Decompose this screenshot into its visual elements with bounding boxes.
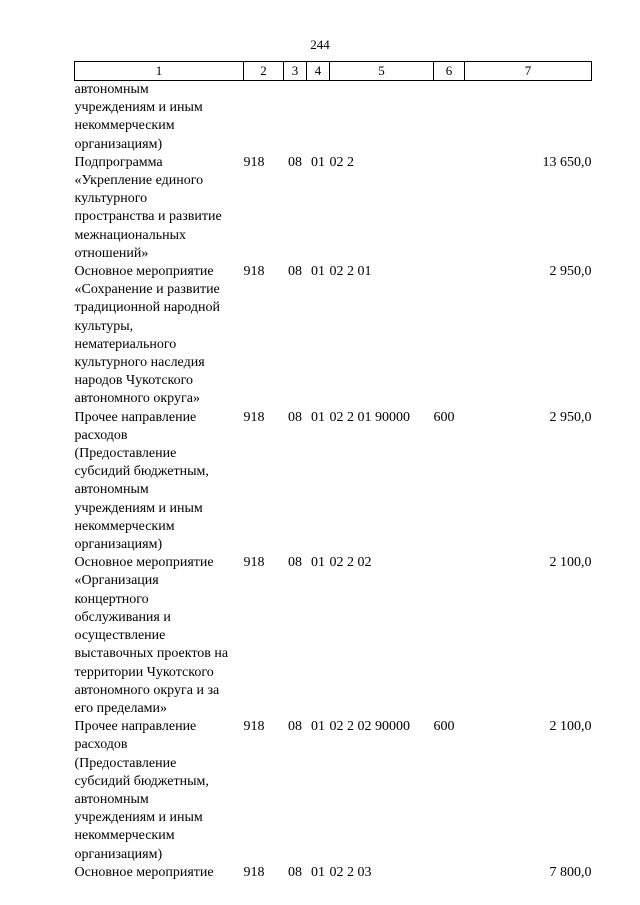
- row-name-cell: [75, 409, 244, 555]
- target-article-code: 02 2 03: [329, 864, 372, 880]
- amount: 7 800,0: [549, 864, 592, 880]
- column-header-2: 2: [244, 62, 284, 81]
- admin-code: 918: [243, 409, 265, 425]
- column-header-3: 3: [284, 62, 307, 81]
- admin-code: 918: [243, 154, 265, 170]
- admin-code: 918: [243, 264, 265, 280]
- admin-code: 918: [243, 719, 265, 735]
- admin-code: 918: [243, 864, 265, 880]
- section-code: [284, 81, 307, 154]
- section-code: 08: [288, 719, 302, 735]
- amount: 2 100,0: [549, 719, 592, 735]
- column-header-7: 7: [465, 62, 592, 81]
- row-name-cell: [75, 718, 244, 864]
- expense-type-code: 600: [433, 409, 455, 425]
- target-article-code: 02 2 01: [329, 264, 372, 280]
- table-header: [75, 62, 592, 81]
- section-code: 08: [288, 264, 302, 280]
- admin-code: 918: [243, 555, 265, 571]
- table-row: [75, 554, 592, 718]
- target-article-code: [330, 81, 434, 154]
- section-code: 08: [288, 154, 302, 170]
- table-row: [75, 864, 592, 882]
- expense-type-code: [434, 554, 465, 718]
- table-row: [75, 409, 592, 555]
- header-row: [75, 62, 592, 81]
- table-row: [75, 718, 592, 864]
- row-name-cell: [75, 864, 244, 882]
- row-name: автономным учреждениям и иным некоммерческим организациям): [74, 82, 203, 152]
- section-code: 08: [288, 409, 302, 425]
- target-article-code: 02 2 01 90000: [329, 409, 410, 425]
- subsection-code: 01: [311, 555, 325, 571]
- expense-type-code: 600: [433, 719, 455, 735]
- column-header-5: 5: [330, 62, 434, 81]
- table-body: [75, 81, 592, 882]
- section-code: 08: [288, 864, 302, 880]
- expense-type-code: [434, 263, 465, 409]
- amount: [465, 81, 592, 154]
- budget-table: [74, 61, 592, 882]
- subsection-code: 01: [311, 719, 325, 735]
- admin-code: [244, 81, 284, 154]
- target-article-code: 02 2 02 90000: [329, 719, 410, 735]
- row-name-cell: [75, 154, 244, 263]
- target-article-code: 02 2 02: [329, 555, 372, 571]
- column-header-4: 4: [307, 62, 330, 81]
- subsection-code: 01: [311, 154, 325, 170]
- section-code: 08: [288, 555, 302, 571]
- expense-type-code: [434, 864, 465, 882]
- row-name-cell: [75, 554, 244, 718]
- subsection-code: 01: [311, 864, 325, 880]
- page-number: 244: [310, 37, 330, 52]
- expense-type-code: [434, 81, 465, 154]
- table-row: [75, 81, 592, 154]
- row-name-cell: [75, 263, 244, 409]
- row-name: Основное мероприятие «Организация концертного обслуживания и осуществление выставочных проектов на территории Чукотского автономного округа и за его пределами»: [74, 555, 229, 716]
- row-name: Подпрограмма «Укрепление единого культурного пространства и развитие межнациональных отношений»: [74, 154, 222, 261]
- row-name: Прочее направление расходов (Предоставление субсидий бюджетным, автономным учреждениям и иным некоммерческим организациям): [74, 719, 209, 862]
- target-article-code: 02 2: [329, 154, 354, 170]
- amount: 2 100,0: [549, 555, 592, 571]
- column-header-1: 1: [75, 62, 244, 81]
- row-name: Основное мероприятие «Сохранение и развитие традиционной народной культуры, нематериального культурного наследия народов Чукотского автономного округа»: [74, 264, 220, 407]
- table-row: [75, 154, 592, 263]
- amount: 2 950,0: [549, 409, 592, 425]
- row-name: Прочее направление расходов (Предоставление субсидий бюджетным, автономным учреждениям и иным некоммерческим организациям): [74, 409, 209, 553]
- amount: 2 950,0: [549, 264, 592, 280]
- subsection-code: 01: [311, 409, 325, 425]
- row-name: Основное мероприятие: [74, 864, 214, 880]
- subsection-code: [307, 81, 330, 154]
- column-header-6: 6: [434, 62, 465, 81]
- row-name-cell: [75, 81, 244, 154]
- expense-type-code: [434, 154, 465, 263]
- amount: 13 650,0: [542, 154, 592, 170]
- subsection-code: 01: [311, 264, 325, 280]
- table-row: [75, 263, 592, 409]
